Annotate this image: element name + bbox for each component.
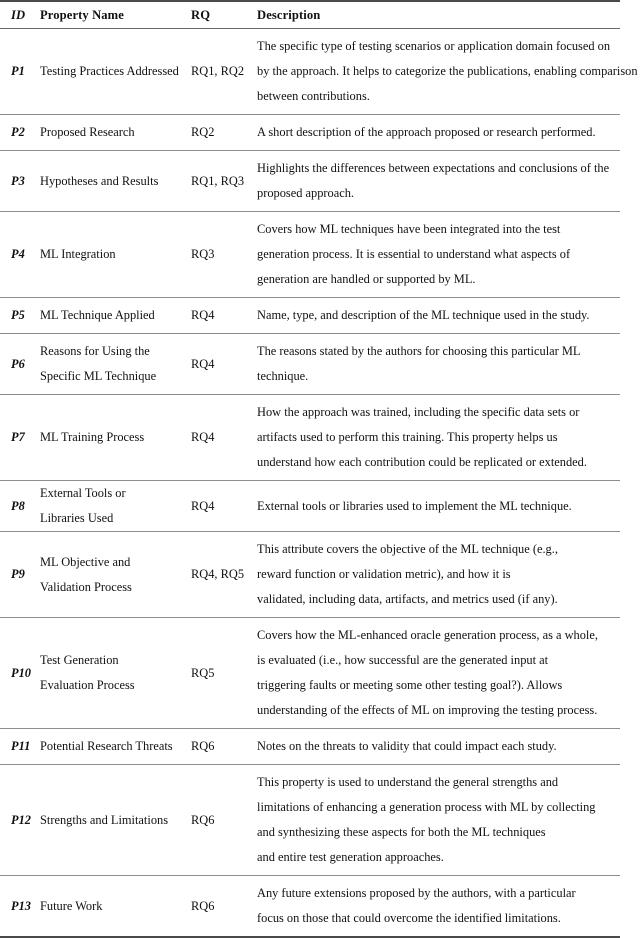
property-id-label: P13 (11, 898, 31, 913)
property-name-line: ML Integration (40, 247, 116, 261)
description-line: validated, including data, artifacts, and metrics used (if any). (257, 592, 558, 606)
property-name-line: Hypotheses and Results (40, 173, 159, 188)
property-name-lines (40, 339, 185, 389)
cell-research-questions (191, 765, 257, 876)
cell-description (257, 395, 620, 481)
description-lines (257, 151, 616, 211)
cell-property-name (40, 29, 191, 115)
cell-description (257, 532, 620, 618)
property-name-lines (40, 59, 185, 84)
cell-research-questions (191, 481, 257, 532)
description-lines (257, 395, 616, 480)
property-name-line: Potential Research Threats (40, 739, 173, 753)
property-name-lines (40, 425, 185, 450)
description-line: Covers how ML techniques have been integrated into the test (257, 222, 561, 236)
research-question-label: RQ6 (191, 898, 215, 913)
research-question-label: RQ1, RQ2 (191, 64, 245, 78)
property-name-lines (40, 550, 185, 600)
cell-research-questions (191, 532, 257, 618)
cell-research-questions (191, 29, 257, 115)
cell-property-id (0, 765, 40, 876)
description-lines (257, 876, 616, 936)
property-name-lines (40, 734, 185, 759)
column-header-id: ID (11, 8, 26, 22)
cell-property-id (0, 395, 40, 481)
cell-property-id (0, 298, 40, 334)
cell-research-questions (191, 115, 257, 151)
description-line: reward function or validation metric), and how it is (257, 567, 511, 581)
property-name-line: Evaluation Process (40, 678, 135, 692)
property-name-line: Strengths and Limitations (40, 812, 169, 827)
cell-property-id (0, 481, 40, 532)
property-id-label: P9 (11, 567, 25, 581)
cell-research-questions (191, 334, 257, 395)
cell-property-id (0, 151, 40, 212)
property-id-label: P11 (11, 739, 31, 753)
property-id-label: P8 (11, 498, 25, 513)
research-question-label: RQ1, RQ3 (191, 173, 245, 188)
property-name-line: ML Training Process (40, 430, 145, 444)
research-question-label: RQ4 (191, 308, 215, 322)
property-name-line: Proposed Research (40, 125, 135, 139)
description-line: understand how each contribution could be replicated or extended. (257, 455, 587, 469)
property-name-line: Test Generation (40, 653, 119, 667)
table-row (0, 151, 620, 212)
property-id-label: P1 (11, 64, 25, 78)
table-row (0, 212, 620, 298)
table-row (0, 115, 620, 151)
cell-description (257, 618, 620, 729)
table-body (0, 29, 638, 938)
description-line: by the approach. It helps to categorize the publications, enabling comparison (257, 64, 638, 78)
table-row (0, 29, 620, 115)
property-name-lines (40, 808, 185, 833)
column-header-description: Description (257, 8, 321, 22)
table-row (0, 765, 620, 876)
cell-description (257, 151, 620, 212)
description-line: The reasons stated by the authors for choosing this particular ML (257, 344, 581, 358)
property-name-lines (40, 120, 185, 145)
description-line: and synthesizing these aspects for both the ML techniques (257, 825, 546, 839)
cell-property-id (0, 532, 40, 618)
cell-description (257, 481, 620, 532)
description-line: triggering faults or meeting some other testing goal?). Allows (257, 678, 563, 692)
table-row (0, 729, 620, 765)
cell-property-id (0, 115, 40, 151)
description-line: The specific type of testing scenarios or application domain focused on (257, 39, 611, 53)
property-id-label: P2 (11, 125, 25, 139)
table-header-row (0, 1, 620, 29)
description-line: limitations of enhancing a generation process with ML by collecting (257, 800, 596, 814)
cell-property-name (40, 395, 191, 481)
property-name-line: Reasons for Using the (40, 344, 150, 358)
description-line: This attribute covers the objective of the ML technique (e.g., (257, 542, 558, 556)
description-line: focus on those that could overcome the identified limitations. (257, 911, 561, 925)
table-row (0, 876, 620, 938)
table-row (0, 532, 620, 618)
cell-property-name (40, 115, 191, 151)
cell-description (257, 298, 620, 334)
property-id-label: P4 (11, 247, 25, 261)
description-line: This property is used to understand the general strengths and (257, 775, 559, 789)
property-id-label: P10 (11, 665, 31, 680)
cell-property-name (40, 876, 191, 938)
cell-research-questions (191, 618, 257, 729)
description-line: technique. (257, 369, 309, 383)
cell-property-name (40, 765, 191, 876)
cell-property-id (0, 876, 40, 938)
cell-property-id (0, 618, 40, 729)
cell-description (257, 115, 620, 151)
property-name-lines (40, 481, 185, 531)
research-question-label: RQ3 (191, 247, 215, 261)
research-question-label: RQ6 (191, 739, 215, 753)
property-name-lines (40, 303, 185, 328)
research-question-label: RQ2 (191, 125, 215, 139)
cell-description (257, 29, 638, 115)
cell-description (257, 212, 620, 298)
description-lines (257, 489, 616, 524)
description-lines (257, 29, 638, 114)
property-name-line: Validation Process (40, 579, 132, 594)
column-header-rq: RQ (191, 8, 211, 22)
description-line: Name, type, and description of the ML technique used in the study. (257, 308, 590, 322)
description-line: between contributions. (257, 89, 370, 103)
cell-property-name (40, 618, 191, 729)
property-name-line: ML Objective and (40, 554, 131, 569)
property-name-lines (40, 894, 185, 919)
cell-research-questions (191, 298, 257, 334)
property-name-lines (40, 242, 185, 267)
property-name-line: Testing Practices Addressed (40, 64, 179, 78)
cell-property-name (40, 212, 191, 298)
description-lines (257, 765, 616, 875)
research-question-label: RQ4 (191, 498, 215, 513)
description-lines (257, 334, 616, 394)
description-line: Covers how the ML-enhanced oracle generation process, as a whole, (257, 628, 598, 642)
description-line: understanding of the effects of ML on improving the testing process. (257, 703, 598, 717)
cell-description (257, 334, 620, 395)
description-line: Notes on the threats to validity that could impact each study. (257, 739, 557, 753)
description-lines (257, 298, 616, 333)
cell-property-id (0, 334, 40, 395)
table-row (0, 481, 620, 532)
column-header-property-name: Property Name (40, 8, 124, 22)
cell-property-id (0, 729, 40, 765)
cell-research-questions (191, 395, 257, 481)
property-id-label: P6 (11, 356, 25, 371)
cell-property-id (0, 29, 40, 115)
description-line: How the approach was trained, including the specific data sets or (257, 405, 580, 419)
description-line: is evaluated (i.e., how successful are the generated input at (257, 653, 549, 667)
description-line: External tools or libraries used to implement the ML technique. (257, 498, 572, 513)
description-line: A short description of the approach proposed or research performed. (257, 125, 596, 139)
cell-property-name (40, 532, 191, 618)
property-name-line: Future Work (40, 898, 103, 913)
table-row (0, 395, 620, 481)
table-row (0, 298, 620, 334)
property-name-line: External Tools or (40, 486, 126, 500)
property-id-label: P12 (11, 812, 31, 827)
research-question-label: RQ4 (191, 430, 215, 444)
property-name-line: ML Technique Applied (40, 308, 155, 322)
property-id-label: P5 (11, 308, 25, 322)
table-row (0, 618, 620, 729)
research-question-label: RQ4 (191, 356, 215, 371)
cell-property-name (40, 151, 191, 212)
cell-property-name (40, 334, 191, 395)
cell-description (257, 765, 620, 876)
description-lines (257, 618, 616, 728)
cell-research-questions (191, 729, 257, 765)
description-lines (257, 729, 616, 764)
cell-research-questions (191, 151, 257, 212)
description-line: generation are handled or supported by ML. (257, 272, 476, 286)
cell-research-questions (191, 876, 257, 938)
cell-property-name (40, 729, 191, 765)
cell-property-id (0, 212, 40, 298)
description-lines (257, 212, 616, 297)
description-line: Any future extensions proposed by the authors, with a particular (257, 886, 576, 900)
property-name-line: Libraries Used (40, 511, 114, 525)
research-question-label: RQ4, RQ5 (191, 567, 245, 581)
cell-research-questions (191, 212, 257, 298)
cell-description (257, 729, 620, 765)
property-name-lines (40, 648, 185, 698)
research-question-label: RQ5 (191, 665, 215, 680)
table-row (0, 334, 620, 395)
description-lines (257, 532, 616, 617)
cell-description (257, 876, 620, 938)
cell-property-name (40, 481, 191, 532)
cell-property-name (40, 298, 191, 334)
description-line: and entire test generation approaches. (257, 850, 444, 864)
description-line: Highlights the differences between expectations and conclusions of the (257, 161, 610, 175)
description-line: proposed approach. (257, 186, 355, 200)
table-header (0, 1, 620, 29)
description-line: artifacts used to perform this training. This property helps us (257, 430, 558, 444)
description-line: generation process. It is essential to understand what aspects of (257, 247, 571, 261)
research-question-label: RQ6 (191, 812, 215, 827)
property-name-line: Specific ML Technique (40, 369, 157, 383)
property-id-label: P7 (11, 430, 25, 444)
description-lines (257, 115, 616, 150)
property-name-lines (40, 169, 185, 194)
property-id-label: P3 (11, 173, 25, 188)
